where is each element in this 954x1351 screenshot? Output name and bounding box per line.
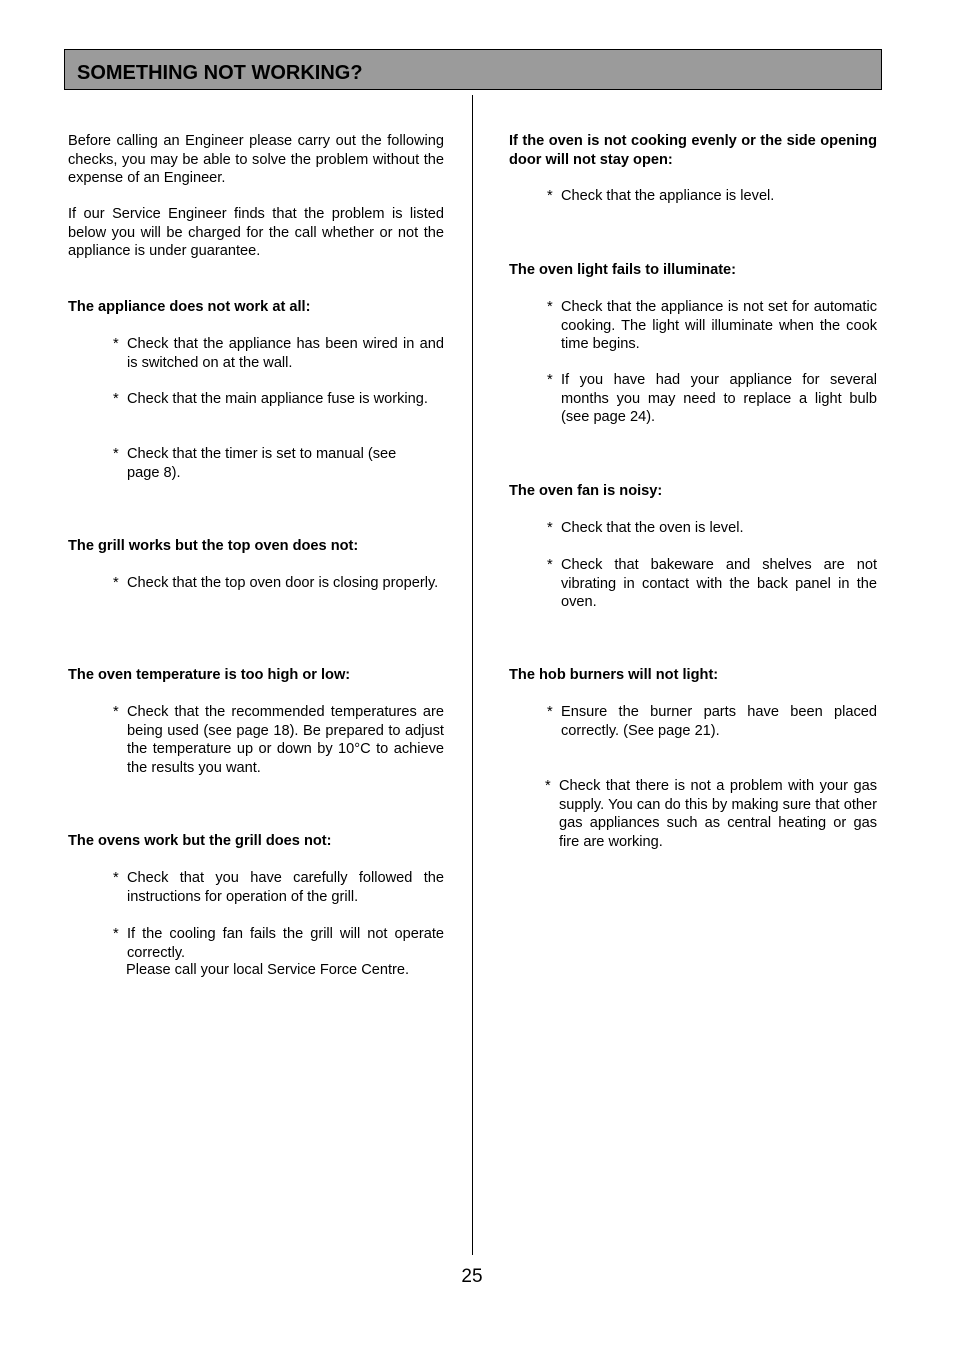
list-item [113,445,431,482]
service-note: Please call your local Service Force Centre. [126,962,410,978]
list-item-text: Check that the main appliance fuse is working. [127,391,428,407]
bullet: * [547,372,553,388]
list-item-text: Check that the recommended temperatures are being used (see page 18). Be prepared to adjust the temperature up or down by 10°C to achieve the results you want. [127,704,444,776]
list-item [547,703,877,740]
list-item-text: Check that bakeware and shelves are not vibrating in contact with the back panel in the oven. [561,557,877,610]
column-divider [472,95,473,1255]
bullet: * [547,704,553,720]
bullet: * [113,870,119,886]
bullet: * [113,446,119,462]
bullet: * [545,778,551,794]
list-item-text: Check that the timer is set to manual (see page 8). [127,446,397,481]
bullet: * [547,557,553,573]
bullet: * [547,520,553,536]
list-item-text: Check that the top oven door is closing properly. [127,575,439,591]
list-item [113,925,444,962]
intro-paragraph-2: If our Service Engineer finds that the problem is listed below you will be charged for the call whether or not the appliance is under guarantee. [68,206,444,259]
list-item [113,574,444,593]
section-heading: The oven fan is noisy: [509,483,663,499]
bullet: * [113,575,119,591]
section-heading: The oven light fails to illuminate: [509,262,737,278]
list-item [547,298,877,354]
list-item-text: Check that the appliance is not set for automatic cooking. The light will illuminate when the cook time begins. [561,299,877,352]
section-heading: If the oven is not cooking evenly or the side opening door will not stay open: [509,133,877,168]
section-heading: The grill works but the top oven does not: [68,538,359,554]
bullet: * [113,704,119,720]
list-item-text: Check that the appliance is level. [561,188,775,204]
list-item [547,371,877,427]
intro-paragraph-1: Before calling an Engineer please carry out the following checks, you may be able to solve the problem without the expense of an Engineer. [68,133,444,186]
bullet: * [113,391,119,407]
bullet: * [113,336,119,352]
section-heading: The ovens work but the grill does not: [68,833,332,849]
list-item [545,777,877,851]
list-item [113,335,444,372]
list-item [547,519,877,538]
list-item-text: Check that the appliance has been wired in and is switched on at the wall. [127,336,444,371]
list-item [547,556,877,612]
list-item-text: Check that the oven is level. [561,520,744,536]
bullet: * [113,926,119,942]
list-item-text: If you have had your appliance for several months you may need to replace a light bulb (see page 24). [561,372,877,425]
list-item-text: Ensure the burner parts have been placed correctly. (See page 21). [561,704,877,739]
list-item [113,703,444,777]
list-item [547,187,877,206]
bullet: * [547,299,553,315]
list-item-text: If the cooling fan fails the grill will not operate correctly. [127,926,444,961]
list-item [113,390,444,409]
page-number: 25 [461,1266,483,1287]
list-item-text: Check that you have carefully followed the instructions for operation of the grill. [127,870,444,905]
bullet: * [547,188,553,204]
list-item [113,869,444,906]
right-column [509,0,877,1351]
section-heading: The oven temperature is too high or low: [68,667,351,683]
section-heading: The appliance does not work at all: [68,299,311,315]
section-heading: The hob burners will not light: [509,667,719,683]
page-title: SOMETHING NOT WORKING? [77,62,363,84]
left-column [68,0,444,1351]
list-item-text: Check that there is not a problem with your gas supply. You can do this by making sure that other gas appliances such as central heating or gas fire are working. [559,778,877,850]
